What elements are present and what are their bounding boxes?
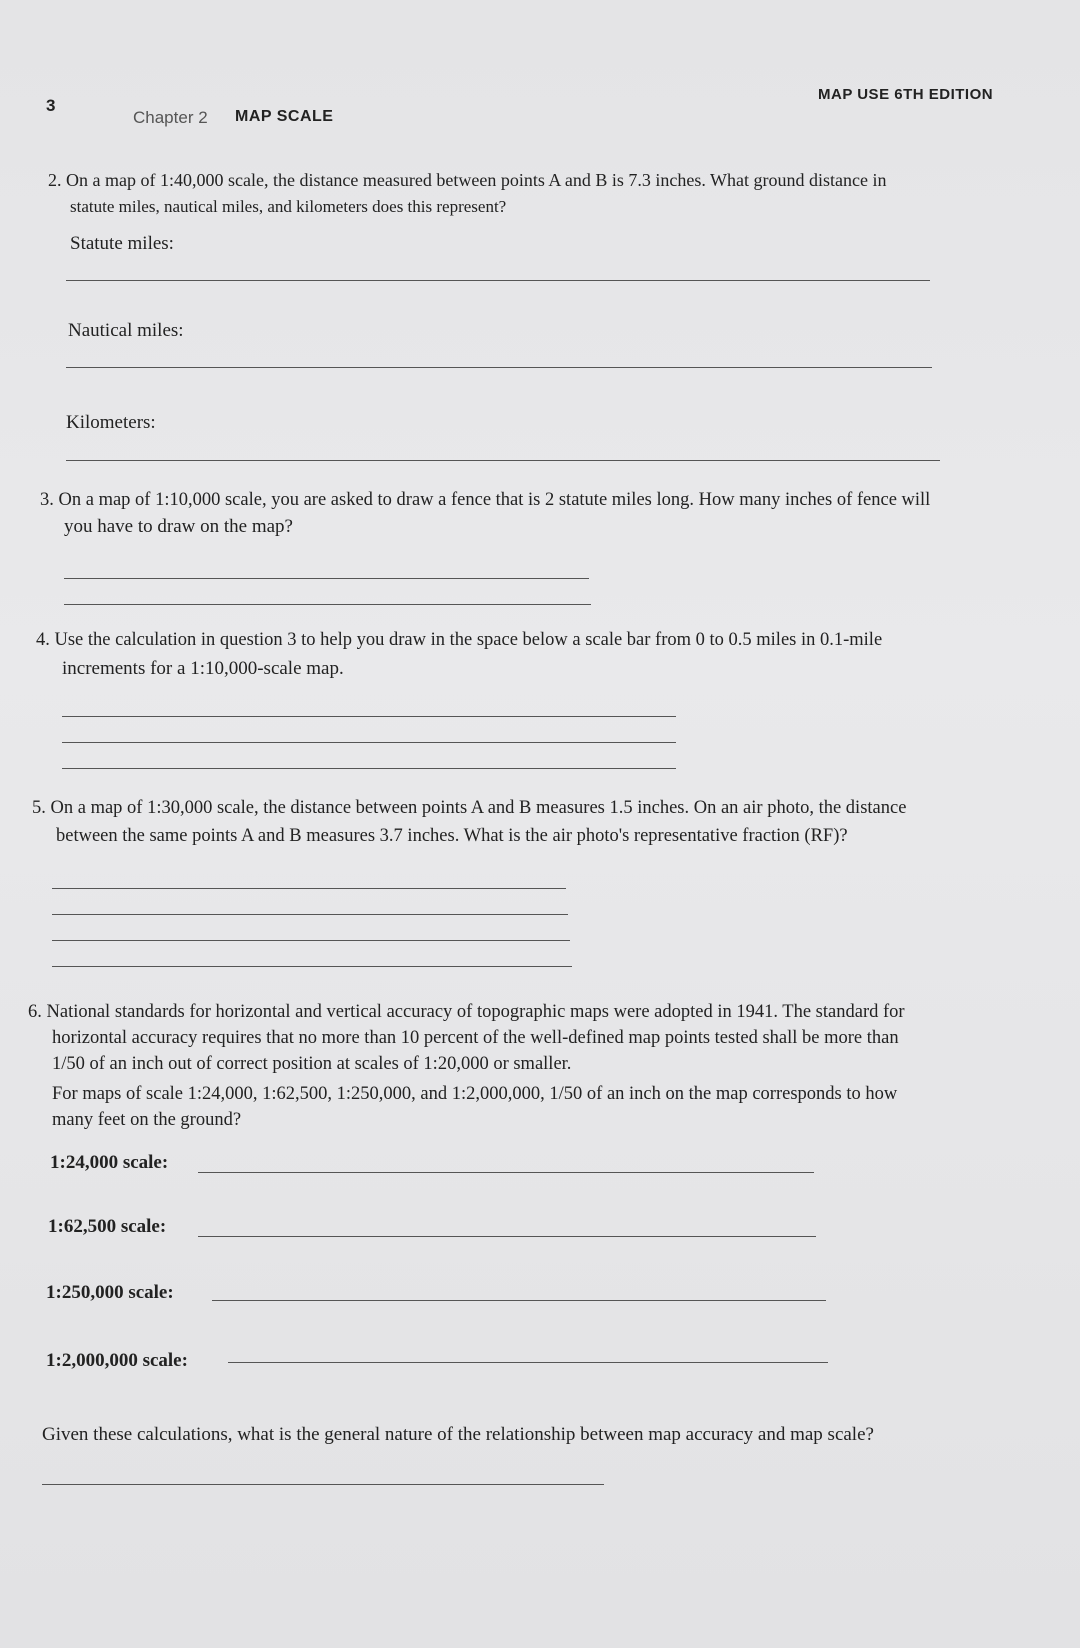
q6-text-line4: For maps of scale 1:24,000, 1:62,500, 1:250,000, and 1:2,000,000, 1/50 of an inch on the map corresponds to how — [52, 1084, 898, 1104]
section-title: MAP SCALE — [235, 108, 334, 125]
q4-text-line2: increments for a 1:10,000-scale map. — [62, 658, 344, 679]
q5-text-line2: between the same points A and B measures 3.7 inches. What is the air photo's representative fraction (RF)? — [56, 826, 848, 846]
q4-drawing-line-3[interactable] — [62, 768, 676, 769]
scale-250000-answer-line[interactable] — [212, 1300, 826, 1301]
final-answer-line[interactable] — [42, 1484, 604, 1485]
q3-text-line2: you have to draw on the map? — [64, 516, 293, 537]
scale-24000-answer-line[interactable] — [198, 1172, 814, 1173]
q3-answer-line-2[interactable] — [64, 604, 591, 605]
nautical-miles-answer-line[interactable] — [66, 367, 932, 368]
kilometers-answer-line[interactable] — [66, 460, 940, 461]
scale-250000-label: 1:250,000 scale: — [46, 1282, 174, 1303]
q6-text-line5: many feet on the ground? — [52, 1110, 242, 1130]
q5-answer-line-4[interactable] — [52, 966, 572, 967]
q6-text-line3: 1/50 of an inch out of correct position at scales of 1:20,000 or smaller. — [52, 1054, 572, 1074]
scale-24000-label: 1:24,000 scale: — [50, 1152, 169, 1173]
kilometers-label: Kilometers: — [66, 412, 156, 433]
scale-2000000-label: 1:2,000,000 scale: — [46, 1350, 188, 1371]
scale-2000000-answer-line[interactable] — [228, 1362, 828, 1363]
statute-miles-label: Statute miles: — [70, 233, 174, 254]
q3-text-line1: 3. On a map of 1:10,000 scale, you are asked to draw a fence that is 2 statute miles long. How many inches of fence will — [40, 490, 931, 510]
q5-text-line1: 5. On a map of 1:30,000 scale, the distance between points A and B measures 1.5 inches. On an air photo, the distance — [32, 798, 907, 818]
final-question-text: Given these calculations, what is the general nature of the relationship between map accuracy and map scale? — [42, 1424, 874, 1445]
scale-62500-answer-line[interactable] — [198, 1236, 816, 1237]
q4-drawing-line-2[interactable] — [62, 742, 676, 743]
q5-answer-line-1[interactable] — [52, 888, 566, 889]
statute-miles-answer-line[interactable] — [66, 280, 930, 281]
scale-62500-label: 1:62,500 scale: — [48, 1216, 167, 1237]
q4-text-line1: 4. Use the calculation in question 3 to help you draw in the space below a scale bar from 0 to 0.5 miles in 0.1-mile — [36, 630, 883, 650]
q3-answer-line-1[interactable] — [64, 578, 589, 579]
q2-text-line2: statute miles, nautical miles, and kilometers does this represent? — [70, 197, 507, 216]
q6-text-line1: 6. National standards for horizontal and vertical accuracy of topographic maps were adopted in 1941. The standard for — [28, 1002, 905, 1022]
page-number: 3 — [46, 96, 56, 115]
q4-drawing-line-1[interactable] — [62, 716, 676, 717]
q5-answer-line-3[interactable] — [52, 940, 570, 941]
nautical-miles-label: Nautical miles: — [68, 320, 184, 341]
edition-label: MAP USE 6TH EDITION — [818, 86, 994, 103]
q6-text-line2: horizontal accuracy requires that no more than 10 percent of the well-defined map points tested shall be more than — [52, 1028, 899, 1048]
q2-text-line1: 2. On a map of 1:40,000 scale, the distance measured between points A and B is 7.3 inches. What ground distance in — [48, 170, 887, 190]
chapter-label: Chapter 2 — [133, 108, 208, 127]
q5-answer-line-2[interactable] — [52, 914, 568, 915]
